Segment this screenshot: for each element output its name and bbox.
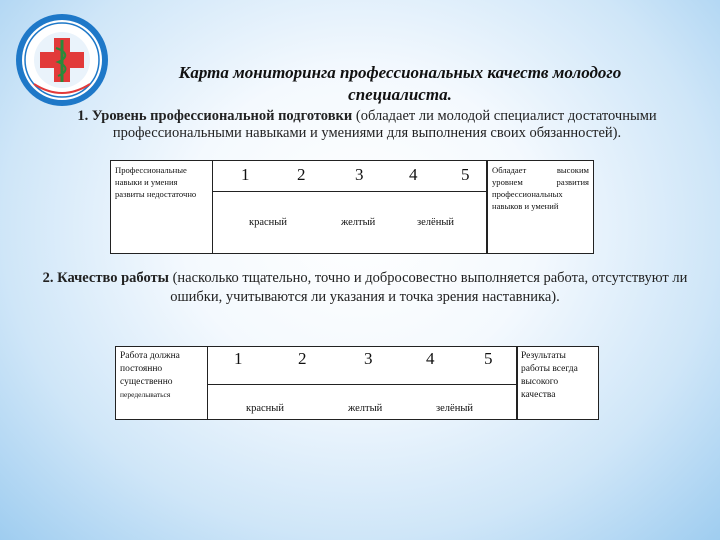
scale-1-low-description: Профессиональные навыки и умения развиты недостаточно [111,161,213,253]
scale-table-2 [115,346,599,420]
scale-2-low-text: Работа должна постоянно существенно [120,351,180,387]
section-1-heading: 1. Уровень профессиональной подготовки [77,108,353,124]
section-2-heading: 2. Качество работы [42,270,169,286]
page-title [120,62,680,106]
medical-logo-icon [14,12,110,108]
scale-2-number: 3 [364,349,373,368]
scale-1-number: 1 [241,165,250,184]
title-line-2: специалиста. [348,85,452,104]
scale-1-number: 5 [461,165,470,184]
scale-2-number: 2 [298,349,307,368]
scale-1-divider [212,191,488,192]
scale-1-number: 3 [355,165,364,184]
scale-2-color-green: зелёный [436,403,474,414]
scale-2-low-description [116,347,208,419]
scale-2-divider [207,384,517,385]
section-2-text [40,269,690,307]
scale-1-high-description: Обладает высоким уровнем развития профессиональных навыков и умений [487,161,593,253]
scale-2-number: 1 [234,349,243,368]
scale-1-number: 4 [409,165,418,184]
section-1-text [72,108,662,142]
scale-2-low-text-small: переделываться [120,390,171,399]
section-2-description: (насколько тщательно, точно и добросовестно выполняется работа, отсутствуют ли ошибки, учитываются ли указания и точка зрения наставника). [168,270,688,305]
scale-2-color-red: красный [246,403,284,414]
scale-2-high-description: Результаты работы всегда высокого качества [516,347,598,419]
title-line-1: Карта мониторинга профессиональных качеств молодого [178,63,622,82]
scale-1-color-yellow: желтый [341,217,376,228]
section-1-description: (обладает ли молодой специалист достаточными профессиональными навыками и умениями для выполнения своих обязанностей). [112,108,657,141]
scale-1-color-green: зелёный [417,217,455,228]
scale-2-number: 5 [484,349,493,368]
scale-1-number: 2 [297,165,306,184]
scale-table-1 [110,160,594,254]
scale-2-number: 4 [426,349,435,368]
scale-2-color-yellow: желтый [348,403,383,414]
scale-1-color-red: красный [249,217,287,228]
